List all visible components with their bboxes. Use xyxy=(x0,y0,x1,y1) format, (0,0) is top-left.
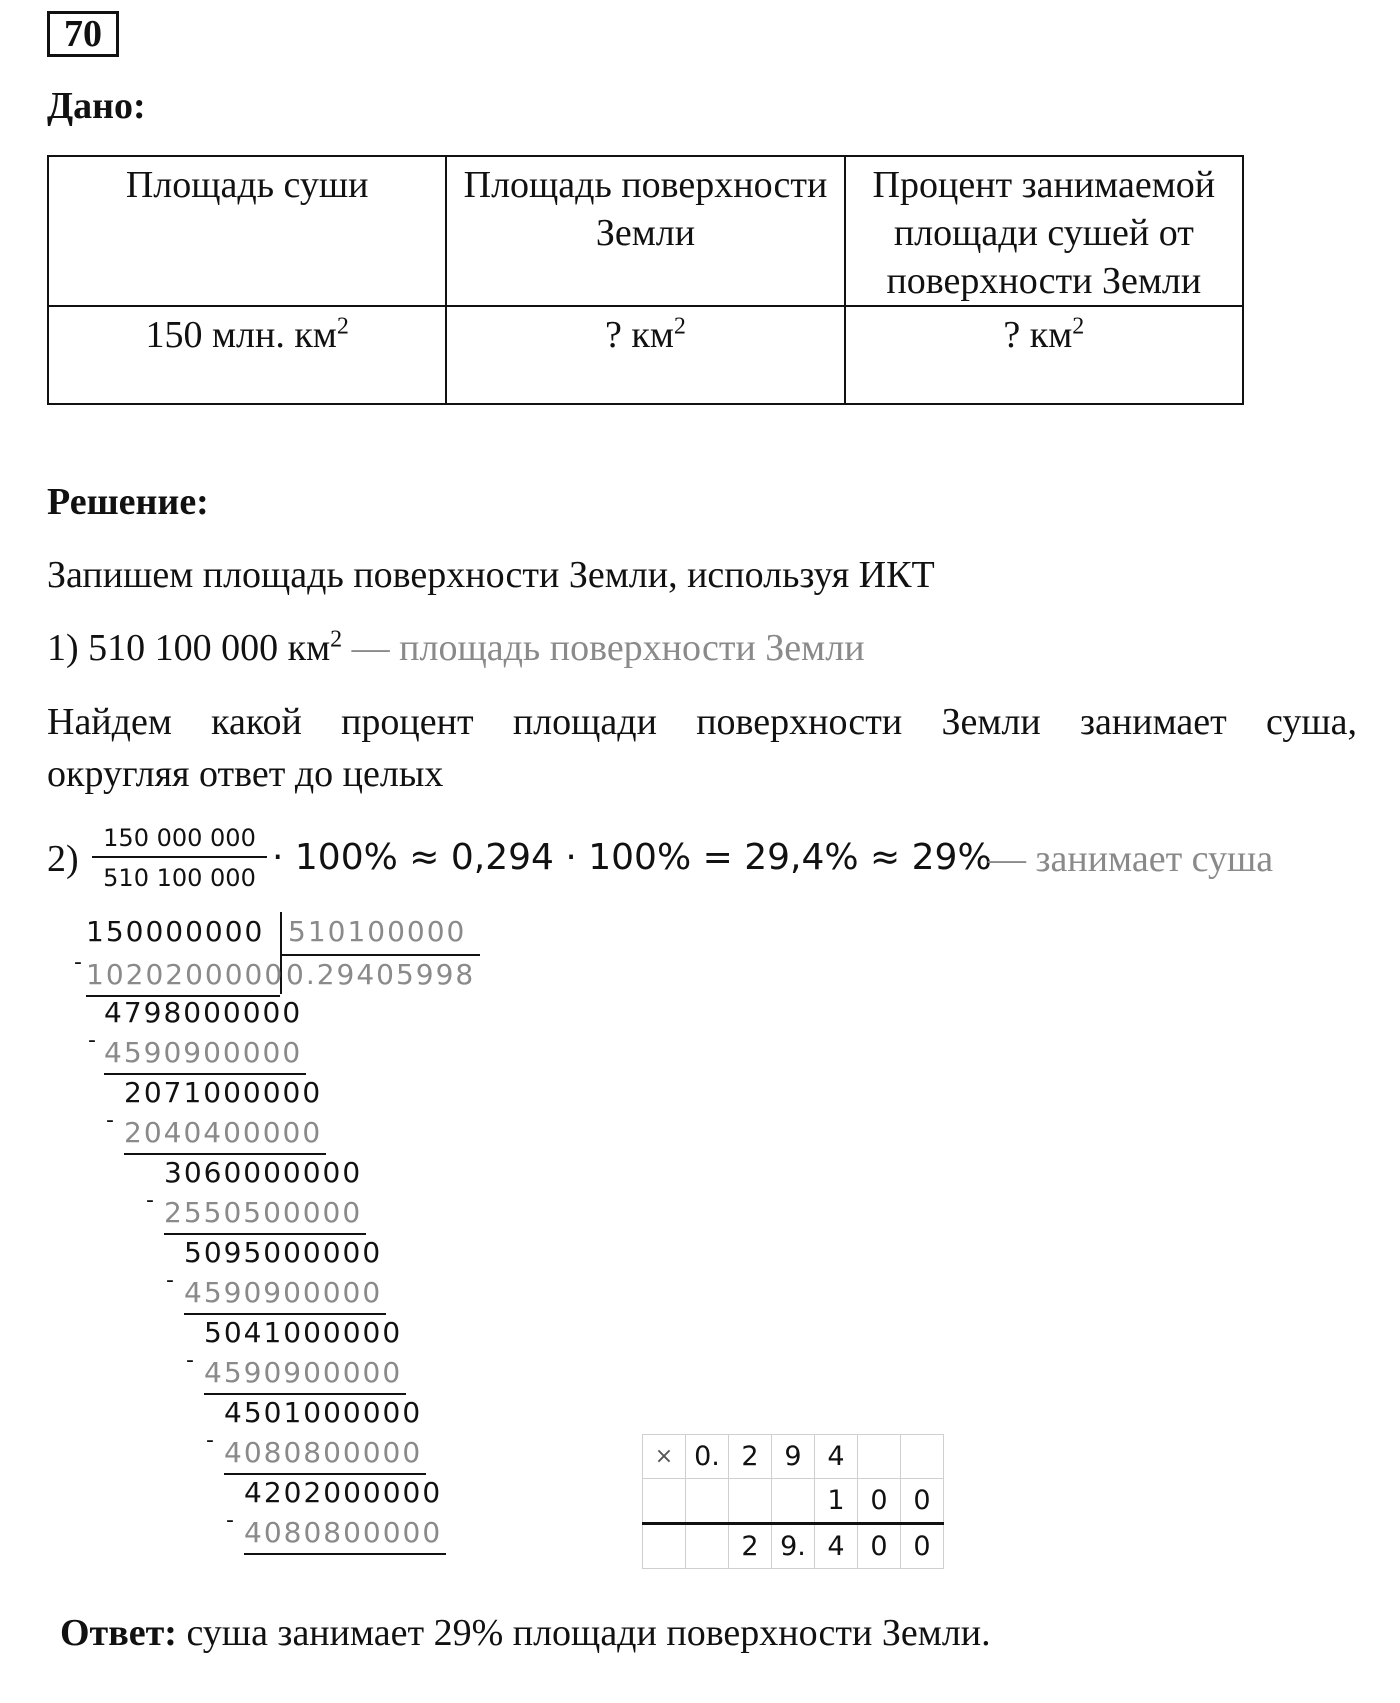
given-table xyxy=(47,155,1244,405)
mult-cell xyxy=(643,1524,686,1569)
ld-minuend-4: 3060000000 xyxy=(164,1156,363,1189)
ld-minuend-8: 4202000000 xyxy=(244,1476,443,1509)
ld-minus-1: - xyxy=(74,950,82,975)
ld-divider-horizontal xyxy=(280,954,480,956)
mult-cell: 1 xyxy=(815,1479,858,1524)
mult-cell: 2 xyxy=(729,1435,772,1479)
times-sign: × xyxy=(643,1435,686,1479)
ld-subtrahend-8: 4080800000 xyxy=(244,1516,443,1549)
ld-minus-5: - xyxy=(166,1268,174,1293)
step-1 xyxy=(47,626,865,670)
ld-subtrahend-5: 4590900000 xyxy=(184,1276,383,1309)
ld-subtrahend-2: 4590900000 xyxy=(104,1036,303,1069)
ld-minus-8: - xyxy=(226,1508,234,1533)
ld-divisor: 510100000 xyxy=(288,915,467,948)
ld-minus-6: - xyxy=(186,1348,194,1373)
ld-minus-7: - xyxy=(206,1428,214,1453)
mult-row-2 xyxy=(643,1479,944,1524)
para-2-line-1: Найдем какой процент площади поверхности Земли занимает суша, xyxy=(47,701,1357,743)
mult-cell xyxy=(901,1435,944,1479)
value-earth-surface: ? $км^2$ xyxy=(446,306,844,404)
step-1-value: 1) 510 100 000 км xyxy=(47,627,331,669)
mult-cell xyxy=(643,1479,686,1524)
ld-minuend-6: 5041000000 xyxy=(204,1316,403,1349)
ld-rule-6 xyxy=(204,1393,406,1395)
fraction-denominator: 510 100 000 xyxy=(103,864,256,892)
ld-rule-3 xyxy=(124,1153,326,1155)
step-2-expression: · 100% ≈ 0,294 · 100% = 29,4% ≈ 29% xyxy=(272,837,992,878)
step-2-note: — занимает суша xyxy=(988,838,1274,880)
header-land-percent: Процент занимаемой площади сушей от поверхности Земли xyxy=(845,156,1243,306)
ld-subtrahend-6: 4590900000 xyxy=(204,1356,403,1389)
answer-text: суша занимает 29% площади поверхности Земли. xyxy=(176,1612,991,1654)
mult-cell xyxy=(686,1524,729,1569)
ld-subtrahend-7: 4080800000 xyxy=(224,1436,423,1469)
mult-cell xyxy=(729,1479,772,1524)
task-number: 70 xyxy=(47,11,119,57)
step-1-note: — площадь поверхности Земли xyxy=(351,627,865,669)
mult-row-3 xyxy=(643,1524,944,1569)
ld-rule-8 xyxy=(244,1553,446,1555)
value-land-area: 150 млн. $км^2$ xyxy=(48,306,446,404)
ld-rule-4 xyxy=(164,1233,366,1235)
ld-minus-2: - xyxy=(88,1028,96,1053)
solution-heading: Решение: xyxy=(47,481,209,523)
mult-cell: 0. xyxy=(686,1435,729,1479)
para-2-line-2: округляя ответ до целых xyxy=(47,753,444,795)
mult-cell: 2 xyxy=(729,1524,772,1569)
given-heading: Дано: xyxy=(47,85,146,127)
ld-quotient: 0.29405998 xyxy=(286,958,476,991)
header-land-area: Площадь суши xyxy=(48,156,446,306)
ld-minuend-5: 5095000000 xyxy=(184,1236,383,1269)
ld-rule-5 xyxy=(184,1313,386,1315)
step-2-prefix: 2) xyxy=(47,838,79,880)
ld-subtrahend-3: 2040400000 xyxy=(124,1116,323,1149)
solution-intro: Запишем площадь поверхности Земли, используя ИКТ xyxy=(47,554,935,596)
header-earth-surface: Площадь поверхности Земли xyxy=(446,156,844,306)
mult-cell: 9. xyxy=(772,1524,815,1569)
answer xyxy=(60,1611,991,1655)
mult-cell: 0 xyxy=(858,1479,901,1524)
given-table-value-row xyxy=(48,306,1243,404)
ld-subtrahend-1: 1020200000 xyxy=(86,958,285,991)
ld-minus-4: - xyxy=(146,1188,154,1213)
mult-cell xyxy=(686,1479,729,1524)
mult-cell: 0 xyxy=(858,1524,901,1569)
value-land-percent: ? $км^2$ xyxy=(845,306,1243,404)
mult-cell: 4 xyxy=(815,1435,858,1479)
mult-cell: 9 xyxy=(772,1435,815,1479)
ld-rule-7 xyxy=(224,1473,426,1475)
fraction-numerator: 150 000 000 xyxy=(92,822,267,858)
fraction xyxy=(92,822,267,894)
step-1-sup: 2 xyxy=(330,626,343,653)
mult-row-1 xyxy=(643,1435,944,1479)
ld-rule-2 xyxy=(104,1073,306,1075)
mult-cell xyxy=(772,1479,815,1524)
ld-subtrahend-4: 2550500000 xyxy=(164,1196,363,1229)
mult-cell: 0 xyxy=(901,1479,944,1524)
given-table-header-row xyxy=(48,156,1243,306)
ld-minuend-3: 2071000000 xyxy=(124,1076,323,1109)
mult-cell: 0 xyxy=(901,1524,944,1569)
ld-minus-3: - xyxy=(106,1108,114,1133)
mult-cell xyxy=(858,1435,901,1479)
ld-dividend: 150000000 xyxy=(86,915,265,948)
multiplication-grid xyxy=(642,1434,944,1569)
answer-label: Ответ: xyxy=(60,1612,177,1654)
ld-minuend-2: 4798000000 xyxy=(104,996,303,1029)
mult-cell: 4 xyxy=(815,1524,858,1569)
ld-minuend-7: 4501000000 xyxy=(224,1396,423,1429)
